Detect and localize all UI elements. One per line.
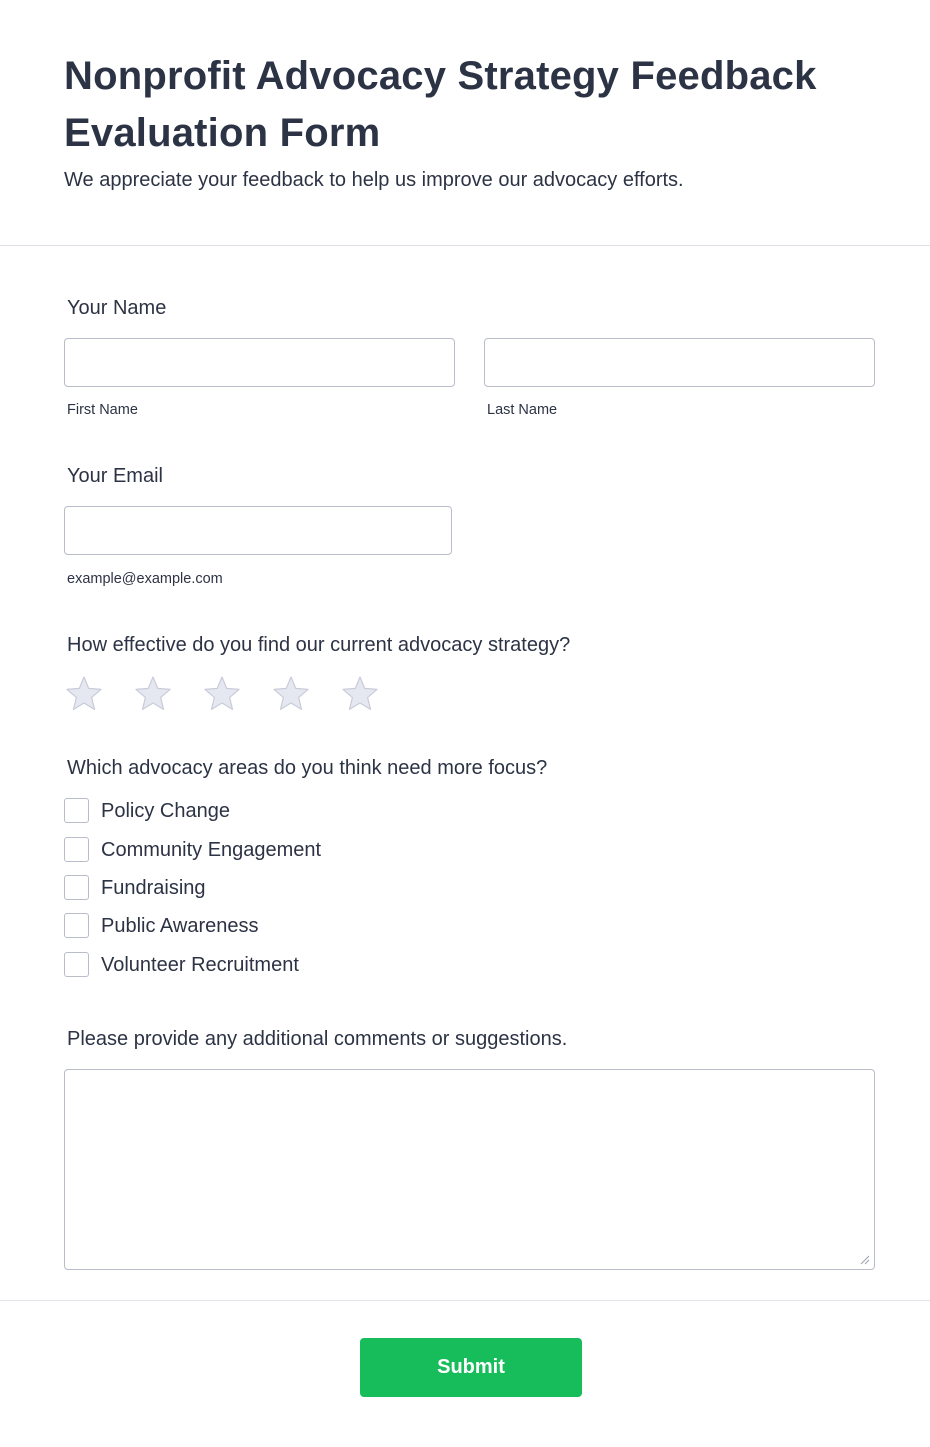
- checkbox-option-community-engagement[interactable]: [64, 837, 444, 863]
- checkbox-option-fundraising[interactable]: [64, 875, 444, 901]
- footer-divider: [0, 1300, 930, 1301]
- email-label: Your Email: [67, 465, 163, 487]
- name-label: Your Name: [67, 297, 167, 319]
- checkbox-option-volunteer-recruitment[interactable]: [64, 952, 444, 978]
- checkbox-label: Public Awareness: [101, 915, 259, 937]
- star-icon[interactable]: [64, 674, 104, 714]
- comments-textarea[interactable]: [64, 1069, 875, 1270]
- resize-grip-icon[interactable]: [858, 1253, 870, 1265]
- checkbox-label: Volunteer Recruitment: [101, 954, 299, 976]
- first-name-sublabel: First Name: [67, 402, 138, 418]
- email-input[interactable]: [64, 506, 452, 555]
- checkbox[interactable]: [64, 952, 89, 977]
- star-icon[interactable]: [133, 674, 173, 714]
- comments-question: Please provide any additional comments or suggestions.: [67, 1028, 568, 1050]
- form-header: [0, 0, 930, 246]
- checkbox[interactable]: [64, 913, 89, 938]
- last-name-input[interactable]: [484, 338, 875, 387]
- star-icon[interactable]: [340, 674, 380, 714]
- last-name-sublabel: Last Name: [487, 402, 558, 418]
- submit-button[interactable]: Submit: [360, 1338, 582, 1397]
- checkbox[interactable]: [64, 798, 89, 823]
- checkbox[interactable]: [64, 837, 89, 862]
- checkbox-label: Community Engagement: [101, 839, 322, 861]
- first-name-input[interactable]: [64, 338, 455, 387]
- checkbox-option-policy-change[interactable]: [64, 798, 444, 824]
- checkbox-option-public-awareness[interactable]: [64, 913, 444, 939]
- checkbox[interactable]: [64, 875, 89, 900]
- form-title: Nonprofit Advocacy Strategy Feedback Evaluation Form: [64, 54, 817, 155]
- star-icon[interactable]: [271, 674, 311, 714]
- focus-areas-question: Which advocacy areas do you think need more focus?: [67, 757, 548, 779]
- form-subtitle: We appreciate your feedback to help us improve our advocacy efforts.: [64, 169, 684, 191]
- checkbox-label: Policy Change: [101, 800, 230, 822]
- star-rating: [64, 674, 404, 714]
- checkbox-label: Fundraising: [101, 877, 206, 899]
- star-icon[interactable]: [202, 674, 242, 714]
- email-sublabel: example@example.com: [67, 571, 223, 587]
- rating-question: How effective do you find our current advocacy strategy?: [67, 634, 571, 656]
